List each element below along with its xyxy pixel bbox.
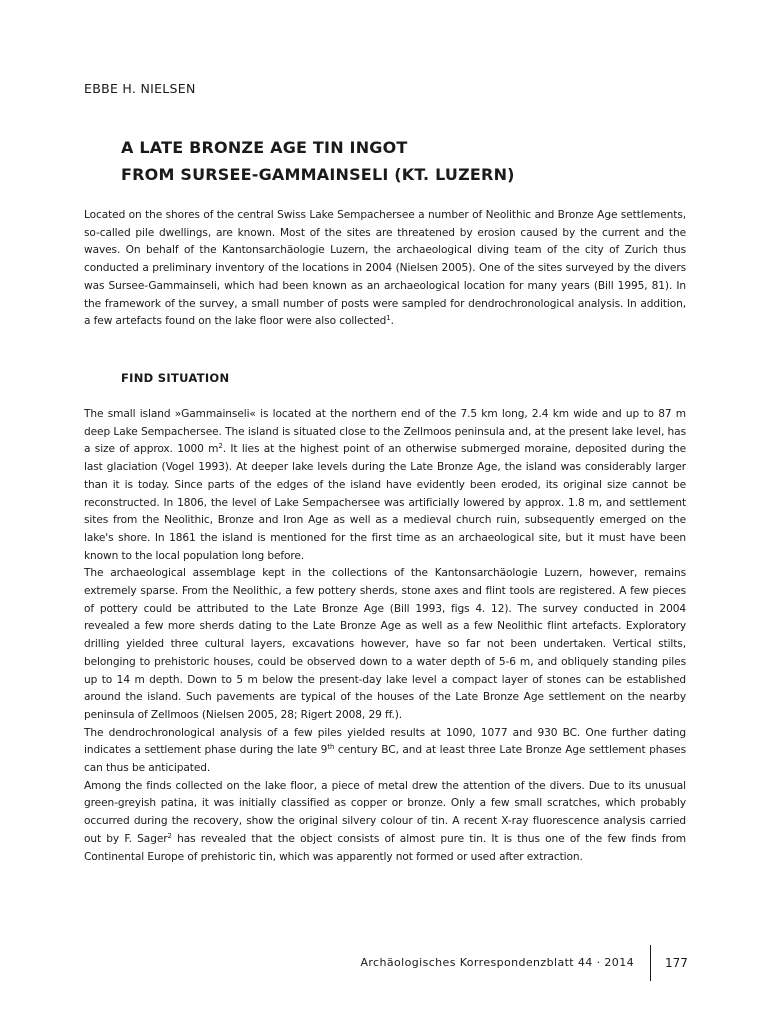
paragraph-3-text-b: century BC, and at least three Late Bronze Age settlement phases can thus be anticipated.	[84, 744, 687, 775]
paragraph-3	[84, 725, 686, 778]
page-number: 177	[665, 956, 688, 970]
paragraph-1-text-a: The small island »Gammainseli« is located at the northern end of the 7.5 km long, 2.4 km wide and up to 87 m deep Lake Sempachersee. The island is situated close to the Zellmoos peninsula and, at the present lake level, has a size of approx. 1000 m	[84, 408, 686, 456]
section-heading-find-situation: FIND SITUATION	[121, 371, 230, 385]
article-title	[121, 134, 515, 188]
intro-paragraph	[84, 207, 686, 331]
journal-citation: Archäologisches Korrespondenzblatt 44 · 2014	[360, 956, 634, 969]
footer-divider	[650, 945, 651, 981]
footnote-ref-1[interactable]: 1	[386, 314, 391, 323]
paragraph-3-text-a: The dendrochronological analysis of a few piles yielded results at 1090, 1077 and 930 BC. One further dating indicates a settlement phase during the late 9	[84, 726, 686, 757]
paragraph-1	[84, 406, 686, 565]
footnote-ref-2[interactable]: 2	[167, 831, 172, 840]
author-name: EBBE H. NIELSEN	[84, 81, 196, 96]
title-line-1: A LATE BRONZE AGE TIN INGOT	[121, 138, 408, 157]
superscript-2: 2	[218, 442, 223, 451]
title-line-2: FROM SURSEE-GAMMAINSELI (KT. LUZERN)	[121, 165, 515, 184]
intro-text: Located on the shores of the central Swiss Lake Sempachersee a number of Neolithic and Bronze Age settlements, so-called pile dwellings, are known. Most of the sites are threatened by erosion caused by the current and the waves. On behalf of the Kantonsarchäologie Luzern, the archaeological diving team of the city of Zurich thus conducted a preliminary inventory of the locations in 2004 (Nielsen 2005). One of the sites surveyed by the divers was Sursee-Gammainseli, which had been known as an archaeological location for many years (Bill 1995, 81). In the framework of the survey, a small number of posts were sampled for dendrochronological analysis. In addition, a few artefacts found on the lake floor were also collected	[84, 209, 686, 328]
superscript-th: th	[327, 743, 335, 752]
page-footer	[0, 954, 770, 984]
intro-end: .	[390, 315, 394, 328]
paragraph-2: The archaeological assemblage kept in the collections of the Kantonsarchäologie Luzern, however, remains extremely sparse. From the Neolithic, a few pottery sherds, stone axes and flint tools are registered. A few pieces of pottery could be attributed to the Late Bronze Age (Bill 1993, figs 4. 12). The survey conducted in 2004 revealed a few more sherds dating to the Late Bronze Age as well as a few Neolithic flint artefacts. Exploratory drilling yielded three cultural layers, excavations however, have so far not been undertaken. Vertical stilts, belonging to prehistoric houses, could be observed down to a water depth of 5-6 m, and obliquely standing piles up to 14 m depth. Down to 5 m below the present-day lake level a compact layer of stones can be established around the island. Such pavements are typical of the houses of the Late Bronze Age settlement on the nearby peninsula of Zellmoos (Nielsen 2005, 28; Rigert 2008, 29 ff.).	[84, 567, 686, 721]
paragraph-4-text-a: Among the finds collected on the lake floor, a piece of metal drew the attention of the divers. Due to its unusual green-greyish patina, it was initially classified as copper or bronze. Only a few small scratches, which probably occurred during the recovery, show the original silvery colour of tin. A recent X-ray fluorescence analysis carried out by F. Sager	[84, 779, 686, 845]
paragraph-1-text-b: . It lies at the highest point of an otherwise submerged moraine, deposited during the last glaciation (Vogel 1993). At deeper lake levels during the Late Bronze Age, the island was considerably larger than it is today. Since parts of the edges of the island have evidently been eroded, its original size cannot be reconstructed. In 1806, the level of Lake Sempachersee was artificially lowered by approx. 1.8 m, and settlement sites from the Neolithic, Bronze and Iron Age as well as a medieval church ruin, subsequently emerged on the lake's shore. In 1861 the island is mentioned for the first time as an archaeological site, but it must have been known to the local population long before.	[84, 443, 686, 562]
paragraph-4	[84, 778, 686, 867]
paragraph-4-text-b: has revealed that the object consists of almost pure tin. It is thus one of the few finds from Continental Europe of prehistoric tin, which was apparently not formed or used after extraction.	[84, 832, 686, 863]
find-situation-body	[84, 406, 686, 866]
